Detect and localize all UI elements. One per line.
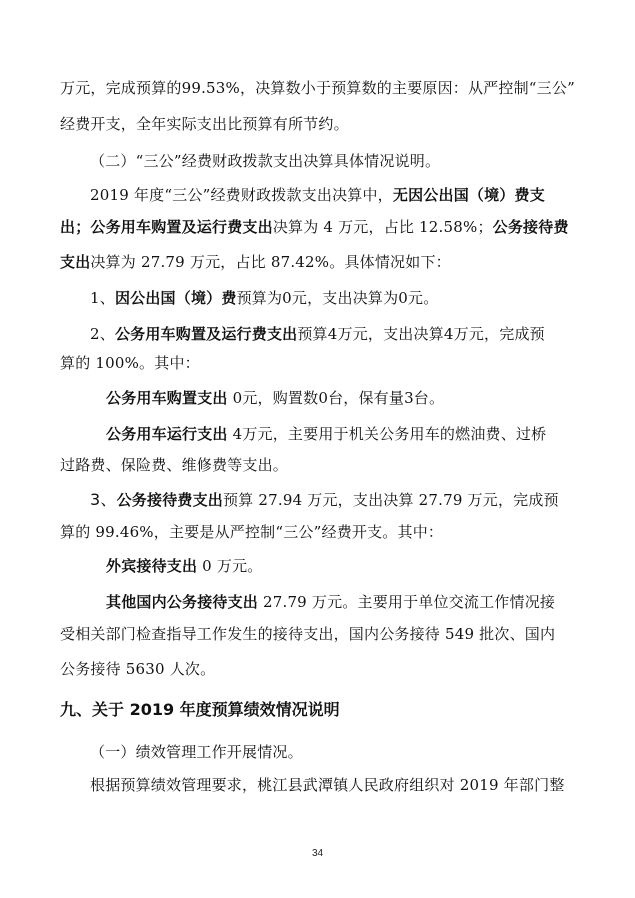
- text: 公务接待 5630 人次。: [60, 660, 216, 678]
- bold-text: 公务用车运行支出: [106, 425, 228, 443]
- text: 根据预算绩效管理要求，桃江县武潭镇人民政府组织对 2019 年部门整: [90, 776, 565, 794]
- item-number: 2、: [90, 325, 115, 343]
- subsection-title: [90, 151, 577, 171]
- text: 0元，购置数0台，保有量3台。: [227, 389, 445, 407]
- text: 受相关部门检查指导工作发生的接待支出，国内公务接待 549 批次、国内: [60, 625, 556, 643]
- bold-text: 支出: [60, 253, 91, 271]
- paragraph-line: [60, 353, 577, 373]
- text: 预算为0元，支出决算为0元。: [236, 289, 439, 307]
- text: 决算为 27.79 万元，占比 87.42%。具体情况如下：: [90, 253, 451, 271]
- bold-text: 公务用车购置支出: [106, 389, 228, 407]
- paragraph-line: [60, 252, 577, 272]
- text: 预算 27.94 万元，支出决算 27.79 万元，完成预: [223, 491, 559, 509]
- bold-text: 其他国内公务接待支出: [106, 593, 259, 611]
- text: （二）“三公”经费财政拨款支出决算具体情况说明。: [90, 152, 441, 170]
- text: 0 万元。: [197, 557, 263, 575]
- paragraph-line: [60, 217, 577, 237]
- list-item: [90, 490, 577, 510]
- section-heading: 九、关于 2019 年度预算绩效情况说明: [60, 700, 340, 719]
- list-item: [90, 288, 577, 308]
- paragraph-line: [60, 522, 577, 542]
- text: 万元，完成预算的99.53%，决算数小于预算数的主要原因：从严控制“三公”: [60, 79, 575, 97]
- bold-text: 公务接待费: [492, 218, 569, 236]
- text: 2019 年度“三公”经费财政拨款支出决算中，: [90, 186, 393, 204]
- paragraph-line: [60, 114, 577, 134]
- subsection-title: [90, 742, 577, 762]
- text: （一）绩效管理工作开展情况。: [90, 743, 303, 761]
- bold-text: 公务接待费支出: [116, 491, 223, 509]
- paragraph-line: [60, 624, 577, 644]
- bold-text: 无因公出国（境）费支: [392, 186, 545, 204]
- paragraph-line: [106, 556, 577, 576]
- text: 预算4万元，支出决算4万元，完成预: [297, 325, 545, 343]
- bold-text: 外宾接待支出: [106, 557, 198, 575]
- paragraph-line: [90, 185, 577, 205]
- bold-text: 出；公务用车购置及运行费支出: [60, 218, 273, 236]
- paragraph-line: [60, 455, 577, 475]
- item-number: 3、: [90, 490, 117, 509]
- paragraph-line: [60, 78, 577, 98]
- paragraph-line: [60, 659, 577, 679]
- text: 经费开支，全年实际支出比预算有所节约。: [60, 115, 349, 133]
- paragraph-line: [106, 424, 577, 444]
- item-number: 1、: [90, 289, 115, 307]
- paragraph-line: [90, 775, 577, 795]
- bold-text: 因公出国（境）费: [114, 289, 237, 307]
- bold-text: 公务用车购置及运行费支出: [114, 325, 298, 343]
- page-number: 34: [311, 848, 324, 859]
- text: 4万元，主要用于机关公务用车的燃油费、过桥: [227, 425, 547, 443]
- text: 过路费、保险费、维修费等支出。: [60, 456, 289, 474]
- paragraph-line: [106, 388, 577, 408]
- text: 27.79 万元。主要用于单位交流工作情况接: [258, 593, 556, 611]
- list-item: [90, 324, 577, 344]
- paragraph-line: [106, 592, 577, 612]
- text: 算的 100%。其中：: [60, 354, 200, 372]
- text: 决算为 4 万元，占比 12.58%；: [272, 218, 493, 236]
- text: 算的 99.46%，主要是从严控制“三公”经费开支。其中：: [60, 523, 444, 541]
